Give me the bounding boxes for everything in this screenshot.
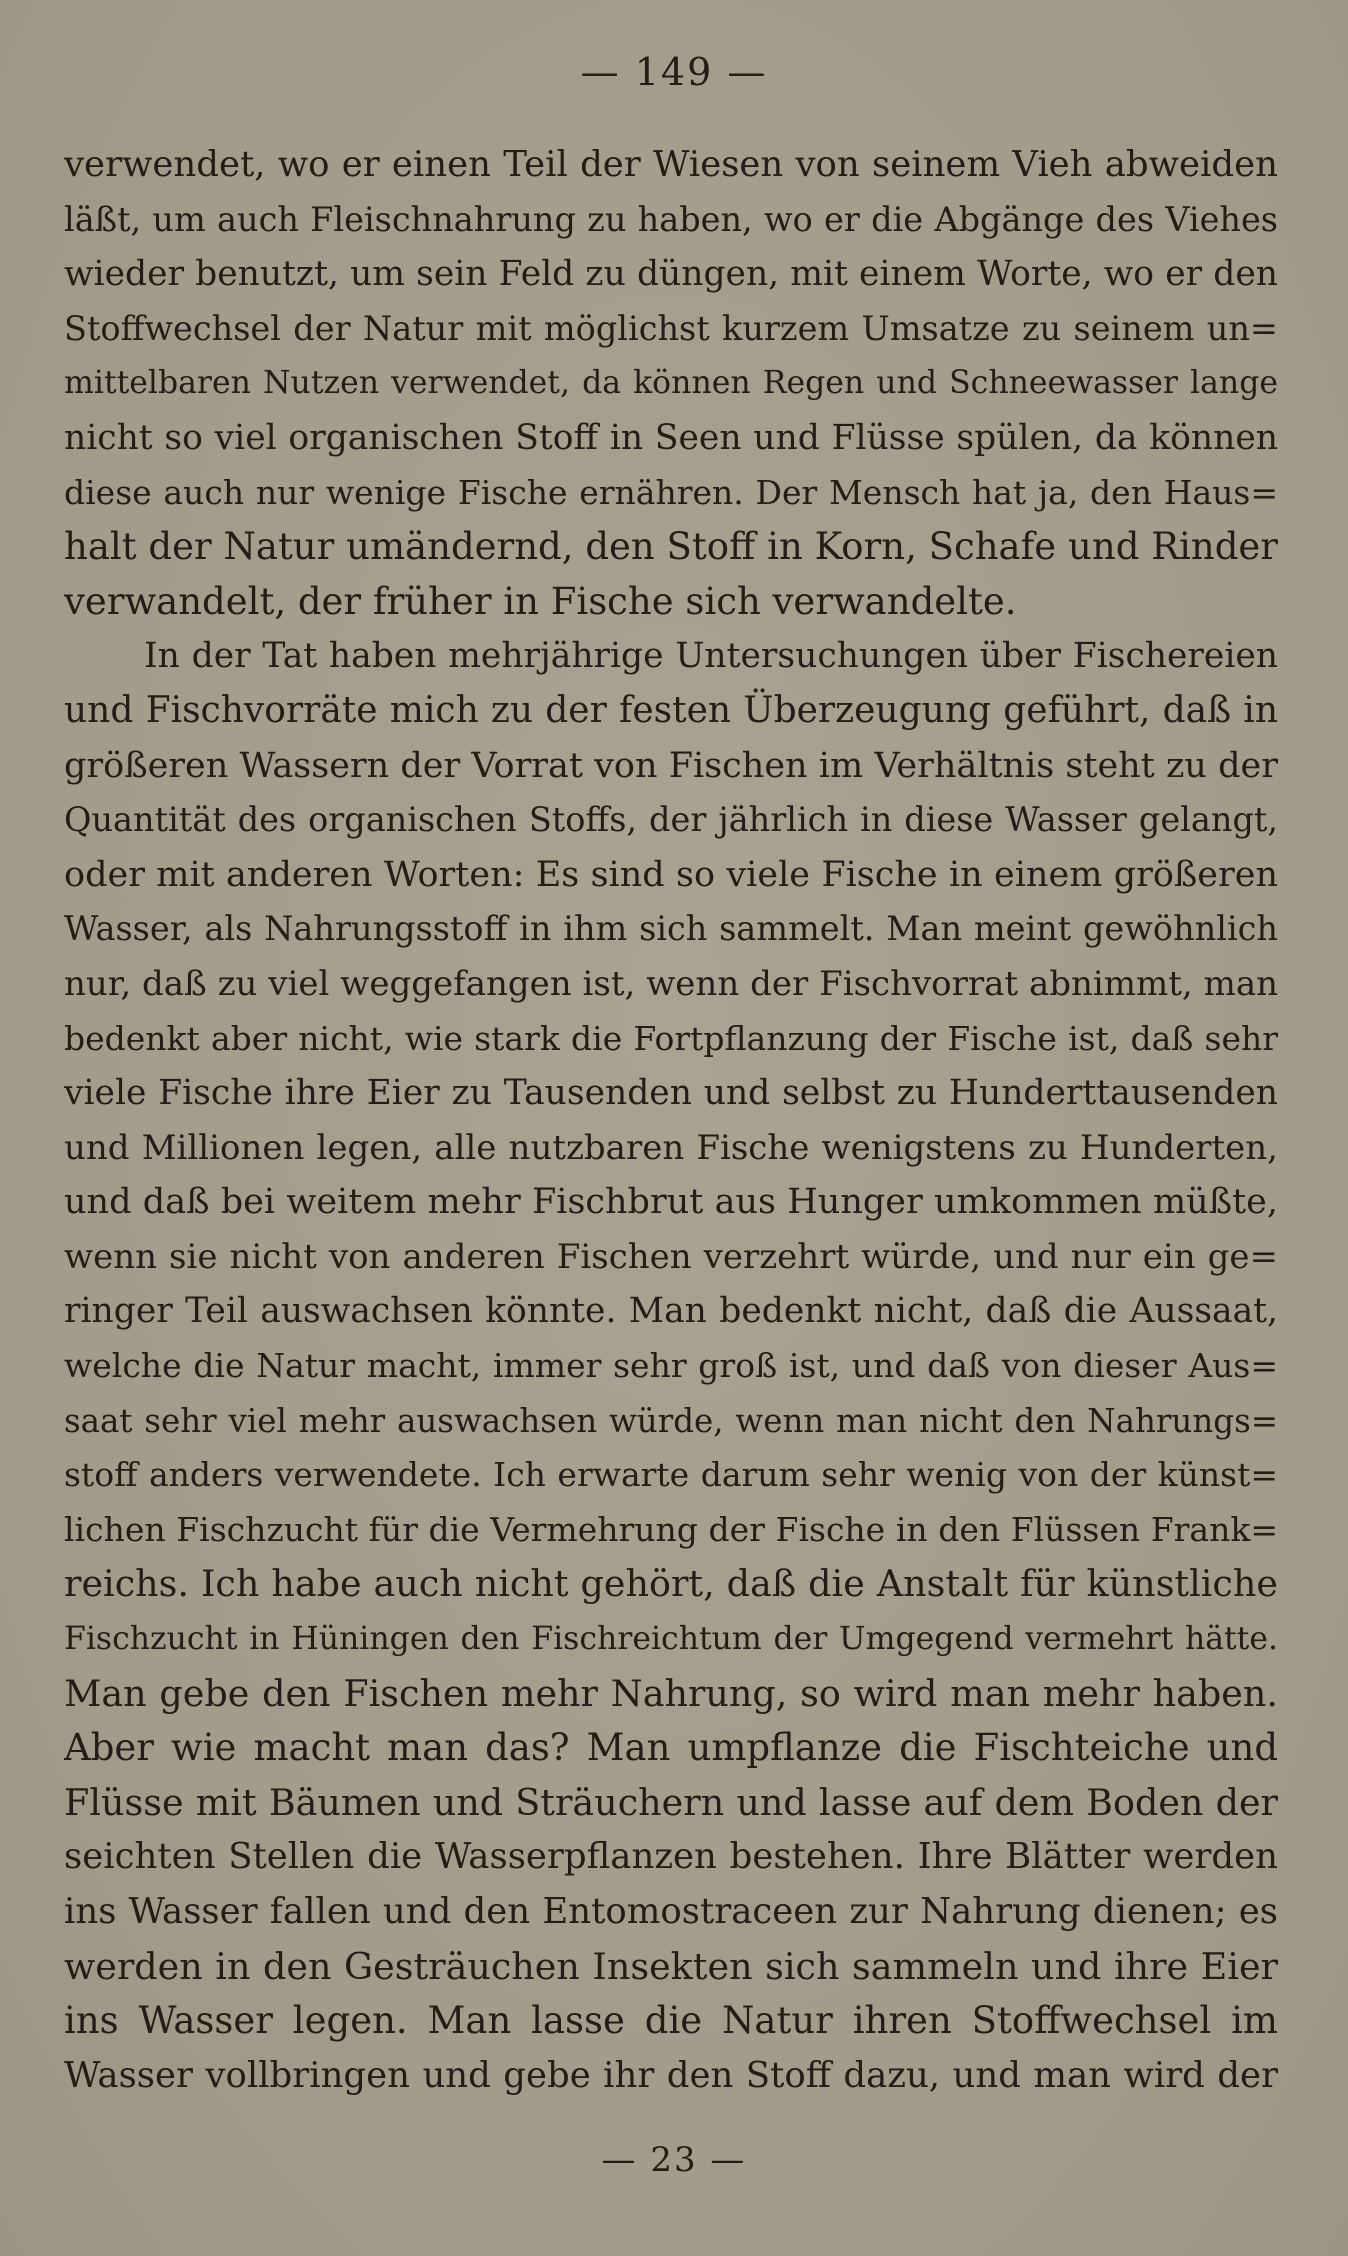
text-line: und Millionen legen, alle nutzbaren Fische wenigstens zu Hunderten,	[64, 1127, 1278, 1168]
text-line: Man gebe den Fischen mehr Nahrung, so wird man mehr haben.	[64, 1671, 1278, 1715]
body-text	[64, 138, 1278, 2103]
text-line: wenn sie nicht von anderen Fischen verzehrt würde, und nur ein ge=	[64, 1236, 1278, 1277]
text-line: und daß bei weitem mehr Fischbrut aus Hunger umkommen müßte,	[64, 1182, 1278, 1223]
text-line: diese auch nur wenige Fische ernähren. Der Mensch hat ja, den Haus=	[64, 472, 1278, 512]
text-line: nur, daß zu viel weggefangen ist, wenn der Fischvorrat abnimmt, man	[64, 963, 1278, 1004]
text-line: läßt, um auch Fleischnahrung zu haben, wo er die Abgänge des Viehes	[64, 199, 1278, 239]
text-line: oder mit anderen Worten: Es sind so viele Fische in einem größeren	[64, 854, 1278, 895]
page-footer: — 23 —	[601, 2140, 747, 2180]
text-line: Fischzucht in Hüningen den Fischreichtum der Umgegend vermehrt hätte.	[64, 1621, 1278, 1658]
text-line: welche die Natur macht, immer sehr groß ist, und daß von dieser Aus=	[64, 1346, 1278, 1386]
text-line: reichs. Ich habe auch nicht gehört, daß die Anstalt für künstliche	[64, 1562, 1278, 1606]
text-line: bedenkt aber nicht, wie stark die Fortpflanzung der Fische ist, daß sehr	[64, 1018, 1278, 1058]
text-line: verwendet, wo er einen Teil der Wiesen von seinem Vieh abweiden	[64, 144, 1278, 185]
text-line: Quantität des organischen Stoffs, der jährlich in diese Wasser gelangt,	[64, 800, 1278, 840]
text-line: und Fischvorräte mich zu der festen Überzeugung geführt, daß in	[64, 689, 1278, 731]
text-line: halt der Natur umändernd, den Stoff in Korn, Schafe und Rinder	[64, 525, 1278, 569]
text-line: Flüsse mit Bäumen und Sträuchern und lasse auf dem Boden der	[64, 1780, 1278, 1824]
text-line: ins Wasser legen. Man lasse die Natur ihren Stoffwechsel im	[64, 1999, 1278, 2043]
text-line: Stoffwechsel der Natur mit möglichst kurzem Umsatze zu seinem un=	[64, 308, 1278, 348]
text-line: ins Wasser fallen und den Entomostraceen zur Nahrung dienen; es	[64, 1891, 1278, 1932]
paragraph-first-line: In der Tat haben mehrjährige Untersuchungen über Fischereien	[144, 636, 1278, 677]
text-line: lichen Fischzucht für die Vermehrung der Fische in den Flüssen Frank=	[64, 1509, 1278, 1549]
text-line: seichten Stellen die Wasserpflanzen bestehen. Ihre Blätter werden	[64, 1836, 1278, 1878]
text-line: saat sehr viel mehr auswachsen würde, wenn man nicht den Nahrungs=	[64, 1401, 1278, 1440]
text-line: wieder benutzt, um sein Feld zu düngen, mit einem Worte, wo er den	[64, 254, 1278, 295]
text-line: nicht so viel organischen Stoff in Seen und Flüsse spülen, da können	[64, 417, 1278, 458]
text-line: größeren Wassern der Vorrat von Fischen im Verhältnis steht zu der	[64, 745, 1278, 786]
text-line: stoff anders verwendete. Ich erwarte darum sehr wenig von der künst=	[64, 1455, 1278, 1495]
text-line: werden in den Gesträuchen Insekten sich sammeln und ihre Eier	[64, 1944, 1278, 1988]
page-header: — 149 —	[580, 50, 768, 94]
text-line: Wasser, als Nahrungsstoff in ihm sich sammelt. Man meint gewöhnlich	[64, 909, 1278, 949]
text-line: ringer Teil auswachsen könnte. Man bedenkt nicht, daß die Aussaat,	[64, 1291, 1278, 1332]
text-line: Wasser vollbringen und gebe ihr den Stoff dazu, und man wird der	[64, 2054, 1278, 2096]
text-line: viele Fische ihre Eier zu Tausenden und selbst zu Hunderttausenden	[64, 1073, 1278, 1114]
text-line: Aber wie macht man das? Man umpflanze die Fischteiche und	[64, 1726, 1278, 1770]
text-line: verwandelt, der früher in Fische sich verwandelte.	[64, 579, 1017, 623]
text-line: mittelbaren Nutzen verwendet, da können Regen und Schneewasser lange	[64, 365, 1278, 402]
